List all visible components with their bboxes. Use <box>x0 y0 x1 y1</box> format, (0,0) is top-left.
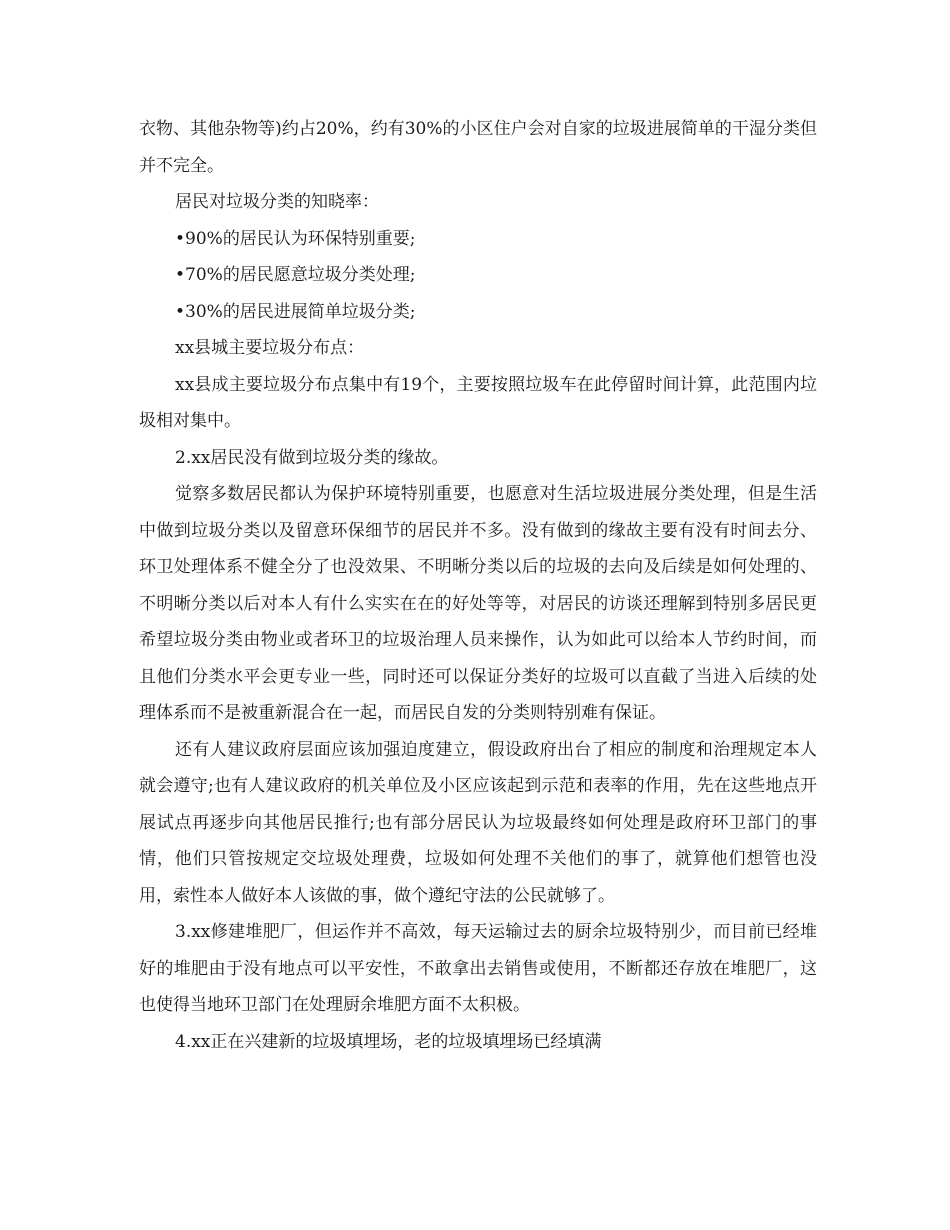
section-heading-2: 2.xx居民没有做到垃圾分类的缘故。 <box>175 447 449 468</box>
paragraph-6: 还有人建议政府层面应该加强迫度建立，假设政府出台了相应的制度和治理规定本人就会遵守;也有人建议政府的机关单位及小区应该起到示范和表率的作用，先在这些地点开展试点再逐步向其他居民推行;也有部分居民认为垃圾最终如何处理是政府环卫部门的事情，他们只管按规定交垃圾处理费，垃圾如何处理不关他们的事了，就算他们想管也没用，索性本人做好本人该做的事，做个遵纪守法的公民就够了。 <box>139 739 817 906</box>
document-body <box>139 111 817 1060</box>
bullet-item-1: •90%的居民认为环保特别重要; <box>175 228 416 249</box>
paragraph-3: xx县城主要垃圾分布点： <box>175 338 365 358</box>
paragraph-4: xx县成主要垃圾分布点集中有19个，主要按照垃圾车在此停留时间计算，此范围内垃圾相对集中。 <box>139 374 817 431</box>
paragraph-7: 3.xx修建堆肥厂，但运作并不高效，每天运输过去的厨余垃圾特别少，而目前已经堆好的堆肥由于没有地点可以平安性，不敢拿出去销售或使用，不断都还存放在堆肥厂，这也使得当地环卫部门在处理厨余堆肥方面不太积极。 <box>139 922 817 1015</box>
paragraph-1: 衣物、其他杂物等)约占20%，约有30%的小区住户会对自家的垃圾进展简单的干湿分类但并不完全。 <box>139 119 817 176</box>
bullet-item-2: •70%的居民愿意垃圾分类处理; <box>175 265 416 285</box>
bullet-item-3: •30%的居民进展简单垃圾分类; <box>175 301 416 322</box>
paragraph-5: 觉察多数居民都认为保护环境特别重要，也愿意对生活垃圾进展分类处理，但是生活中做到垃圾分类以及留意环保细节的居民并不多。没有做到的缘故主要有没有时间去分、环卫处理体系不健全分了也没效果、不明晰分类以后的垃圾的去向及后续是如何处理的、不明晰分类以后对本人有什么实实在在的好处等等，对居民的访谈还理解到特别多居民更希望垃圾分类由物业或者环卫的垃圾治理人员来操作，认为如此可以给本人节约时间，而且他们分类水平会更专业一些，同时还可以保证分类好的垃圾可以直截了当进入后续的处理体系而不是被重新混合在一起，而居民自发的分类则特别难有保证。 <box>139 484 817 723</box>
paragraph-2: 居民对垃圾分类的知晓率： <box>175 192 379 212</box>
paragraph-8: 4.xx正在兴建新的垃圾填埋场，老的垃圾填埋场已经填满 <box>175 1031 602 1052</box>
